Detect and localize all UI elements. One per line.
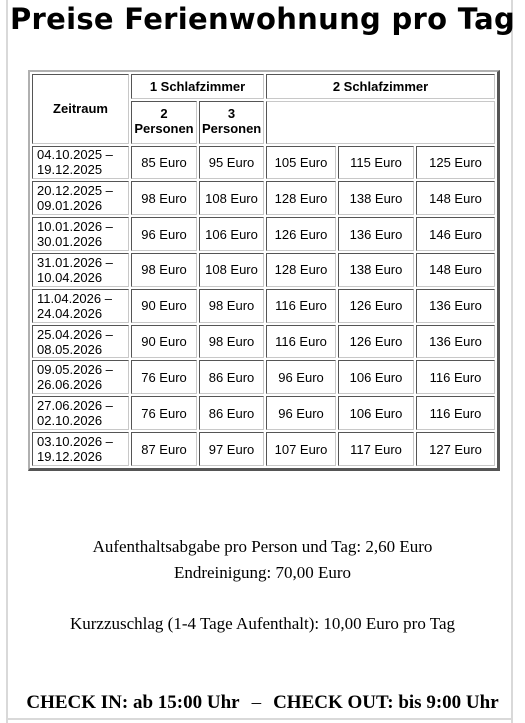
price-cell: 95 Euro: [199, 146, 264, 180]
period-to: 19.12.2025: [37, 162, 103, 178]
table-row: [32, 181, 495, 215]
price-cell: 117 Euro: [338, 432, 414, 466]
price-cell: 87 Euro: [131, 432, 197, 466]
table-row: [32, 360, 495, 394]
price-cell: 128 Euro: [266, 181, 336, 215]
header-2sz-empty: [266, 101, 495, 143]
table-row: [32, 217, 495, 251]
page-title: Preise Ferienwohnung pro Tag: [9, 2, 516, 36]
price-cell: 138 Euro: [338, 181, 414, 215]
table-row: [32, 432, 495, 466]
period-from: 27.06.2026 –: [37, 398, 113, 414]
price-cell: 127 Euro: [416, 432, 495, 466]
period-cell: [32, 432, 129, 466]
price-cell: 146 Euro: [416, 217, 495, 251]
price-cell: 90 Euro: [131, 289, 197, 323]
checkin-separator: –: [251, 692, 262, 713]
period-cell: [32, 181, 129, 215]
period-to: 24.04.2026: [37, 305, 103, 321]
price-cell: 96 Euro: [131, 217, 197, 251]
price-cell: 125 Euro: [416, 146, 495, 180]
price-cell: 98 Euro: [199, 289, 264, 323]
price-cell: 106 Euro: [338, 396, 414, 430]
table-row: [32, 289, 495, 323]
price-cell: 108 Euro: [199, 181, 264, 215]
price-cell: 116 Euro: [266, 325, 336, 359]
price-cell: 85 Euro: [131, 146, 197, 180]
period-from: 31.01.2026 –: [37, 254, 113, 270]
price-cell: 116 Euro: [416, 396, 495, 430]
price-cell: 90 Euro: [131, 325, 197, 359]
period-to: 02.10.2026: [37, 413, 103, 429]
price-cell: 126 Euro: [338, 325, 414, 359]
price-cell: 128 Euro: [266, 253, 336, 287]
price-cell: 98 Euro: [131, 181, 197, 215]
price-cell: 107 Euro: [266, 432, 336, 466]
price-cell: 106 Euro: [199, 217, 264, 251]
header-zeitraum: Zeitraum: [32, 74, 129, 144]
table-row: [32, 325, 495, 359]
cleaning-info: Endreinigung: 70,00 Euro: [173, 563, 352, 582]
header-1-schlafzimmer: 1 Schlafzimmer: [131, 74, 264, 99]
period-cell: [32, 253, 129, 287]
period-from: 11.04.2026 –: [37, 290, 112, 306]
price-table: [28, 70, 500, 471]
price-cell: 98 Euro: [199, 325, 264, 359]
checkin-checkout-line: [0, 692, 525, 714]
header-1sz-3-personen: 3 Personen: [199, 101, 264, 143]
period-from: 20.12.2025 –: [37, 183, 113, 199]
period-cell: [32, 325, 129, 359]
period-cell: [32, 396, 129, 430]
price-cell: 86 Euro: [199, 360, 264, 394]
price-cell: 126 Euro: [338, 289, 414, 323]
period-to: 09.01.2026: [37, 198, 103, 214]
period-from: 25.04.2026 –: [37, 326, 113, 342]
table-row: [32, 396, 495, 430]
price-cell: 136 Euro: [338, 217, 414, 251]
period-from: 03.10.2026 –: [37, 434, 113, 450]
price-cell: 97 Euro: [199, 432, 264, 466]
period-cell: [32, 217, 129, 251]
period-from: 04.10.2025 –: [37, 147, 113, 163]
period-cell: [32, 289, 129, 323]
price-cell: 76 Euro: [131, 396, 197, 430]
checkout-text: CHECK OUT: bis 9:00 Uhr: [273, 692, 499, 713]
price-cell: 108 Euro: [199, 253, 264, 287]
period-to: 19.12.2026: [37, 449, 103, 465]
price-cell: 116 Euro: [416, 360, 495, 394]
price-cell: 105 Euro: [266, 146, 336, 180]
price-cell: 98 Euro: [131, 253, 197, 287]
price-cell: 115 Euro: [338, 146, 414, 180]
period-cell: [32, 360, 129, 394]
price-cell: 136 Euro: [416, 325, 495, 359]
period-to: 10.04.2026: [37, 269, 103, 285]
table-row: [32, 253, 495, 287]
price-cell: 106 Euro: [338, 360, 414, 394]
period-from: 10.01.2026 –: [37, 219, 113, 235]
price-cell: 96 Euro: [266, 396, 336, 430]
period-from: 09.05.2026 –: [37, 362, 113, 378]
price-cell: 138 Euro: [338, 253, 414, 287]
page-frame-bottom: [6, 718, 513, 720]
tax-info: Aufenthaltsabgabe pro Person und Tag: 2,60 Euro: [92, 537, 433, 556]
checkin-text: CHECK IN: ab 15:00 Uhr: [26, 692, 240, 713]
price-cell: 148 Euro: [416, 181, 495, 215]
header-1sz-2-personen: 2 Personen: [131, 101, 197, 143]
price-cell: 148 Euro: [416, 253, 495, 287]
period-to: 26.06.2026: [37, 377, 103, 393]
period-to: 30.01.2026: [37, 234, 103, 250]
header-2-schlafzimmer: 2 Schlafzimmer: [266, 74, 495, 99]
table-row: [32, 146, 495, 180]
price-cell: 116 Euro: [266, 289, 336, 323]
price-cell: 126 Euro: [266, 217, 336, 251]
price-cell: 136 Euro: [416, 289, 495, 323]
short-stay-info: Kurzzuschlag (1-4 Tage Aufenthalt): 10,00 Euro pro Tag: [69, 614, 456, 633]
period-cell: [32, 146, 129, 180]
period-to: 08.05.2026: [37, 341, 103, 357]
price-cell: 96 Euro: [266, 360, 336, 394]
price-cell: 76 Euro: [131, 360, 197, 394]
price-cell: 86 Euro: [199, 396, 264, 430]
